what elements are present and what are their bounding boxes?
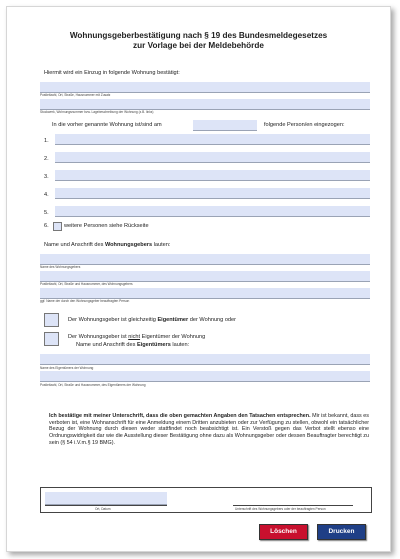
person-number: 1. — [44, 138, 49, 144]
owner-name-heading: Name und Anschrift des Eigentümers lauten: — [76, 342, 190, 348]
place-date-field[interactable] — [45, 492, 167, 505]
form-subtitle: zur Vorlage bei der Meldebehörde — [133, 41, 264, 50]
confirmation-paragraph: Ich bestätige mit meiner Unterschrift, dass die oben gemachten Angaben den Tatsachen entsprechen. Mir ist bekannt, dass es verboten ist, eine Wohnanschrift für eine Anmeldung einem Dritten anzubieten oder zur Verfügung zu stellen, obwohl ein tatsächlicher Bezug der Wohnung durch diesen weder stattfindet noch beabsichtigt ist. Ein Verstoß gegen das Verbot stellt ebenso eine Ordnungswidrigkeit dar wie die Ausstellung dieser Bestätigung ohne dazu als Wohnungsgeber oder dessen Beauftragter berechtigt zu sein (§ 54 i.V.m.§ 19 BMG). — [49, 413, 369, 446]
landlord-authorized-field[interactable] — [40, 288, 370, 299]
person-field-2[interactable] — [55, 152, 370, 163]
movein-date-field[interactable] — [193, 120, 257, 131]
person-field-4[interactable] — [55, 188, 370, 199]
owner-yes-label: Der Wohnungsgeber ist gleichzeitig Eigentümer der Wohnung oder — [68, 317, 237, 323]
place-date-line — [45, 505, 167, 506]
landlord-heading: Name und Anschrift des Wohnungsgebers lauten: — [44, 242, 171, 248]
signature-line — [233, 505, 353, 506]
form-sheet — [6, 6, 391, 552]
owner-yes-checkbox[interactable] — [44, 313, 59, 327]
movein-prefix: In die vorher genannte Wohnung ist/sind am — [52, 122, 162, 128]
landlord-address-caption: Postleitzahl, Ort, Straße und Hausnummer, des Wohnungsgebers — [40, 282, 133, 286]
person-field-1[interactable] — [55, 134, 370, 145]
owner-address-caption: Postleitzahl, Ort, Straße und Hausnummer, des Eigentümers der Wohnung — [40, 383, 146, 387]
owner-no-label: Der Wohnungsgeber ist nicht Eigentümer der Wohnung — [68, 334, 206, 340]
person-field-5[interactable] — [55, 206, 370, 217]
apartment-floor-field[interactable] — [40, 99, 370, 110]
apartment-address-caption: Postleitzahl, Ort, Straße, Hausnummer mit Zusatz — [40, 93, 111, 97]
owner-address-field[interactable] — [40, 371, 370, 382]
owner-no-checkbox[interactable] — [44, 332, 59, 346]
apartment-floor-caption: Stockwerk, Wohnungsnummer bzw. Lagebeschreibung der Wohnung (z.B. links) — [40, 110, 154, 114]
form-title: Wohnungsgeberbestätigung nach § 19 des Bundesmeldegesetzes — [69, 31, 328, 40]
more-persons-checkbox[interactable] — [53, 222, 62, 231]
signature-caption: Unterschrift des Wohnungsgebers oder der beauftragten Person — [235, 507, 326, 511]
delete-button[interactable]: Löschen — [259, 524, 308, 540]
landlord-name-caption: Name des Wohnungsgebers — [40, 265, 81, 269]
more-persons-number: 6. — [44, 223, 49, 229]
person-number: 5. — [44, 210, 49, 216]
landlord-address-field[interactable] — [40, 271, 370, 282]
landlord-authorized-caption: ggf. Name der durch den Wohnungsgeber beauftragten Person — [40, 299, 130, 303]
movein-suffix: folgende Person/en eingezogen: — [264, 122, 345, 128]
more-persons-label: weitere Personen siehe Rückseite — [64, 223, 149, 229]
intro-text: Hiermit wird ein Einzug in folgende Wohnung bestätigt: — [44, 70, 180, 76]
person-number: 2. — [44, 156, 49, 162]
print-button[interactable]: Drucken — [317, 524, 366, 540]
apartment-address-field[interactable] — [40, 82, 370, 93]
person-number: 4. — [44, 192, 49, 198]
landlord-name-field[interactable] — [40, 254, 370, 265]
owner-name-caption: Name des Eigentümers der Wohnung — [40, 366, 94, 370]
place-date-caption: Ort, Datum — [95, 507, 111, 511]
person-number: 3. — [44, 174, 49, 180]
owner-name-field[interactable] — [40, 354, 370, 365]
person-field-3[interactable] — [55, 170, 370, 181]
